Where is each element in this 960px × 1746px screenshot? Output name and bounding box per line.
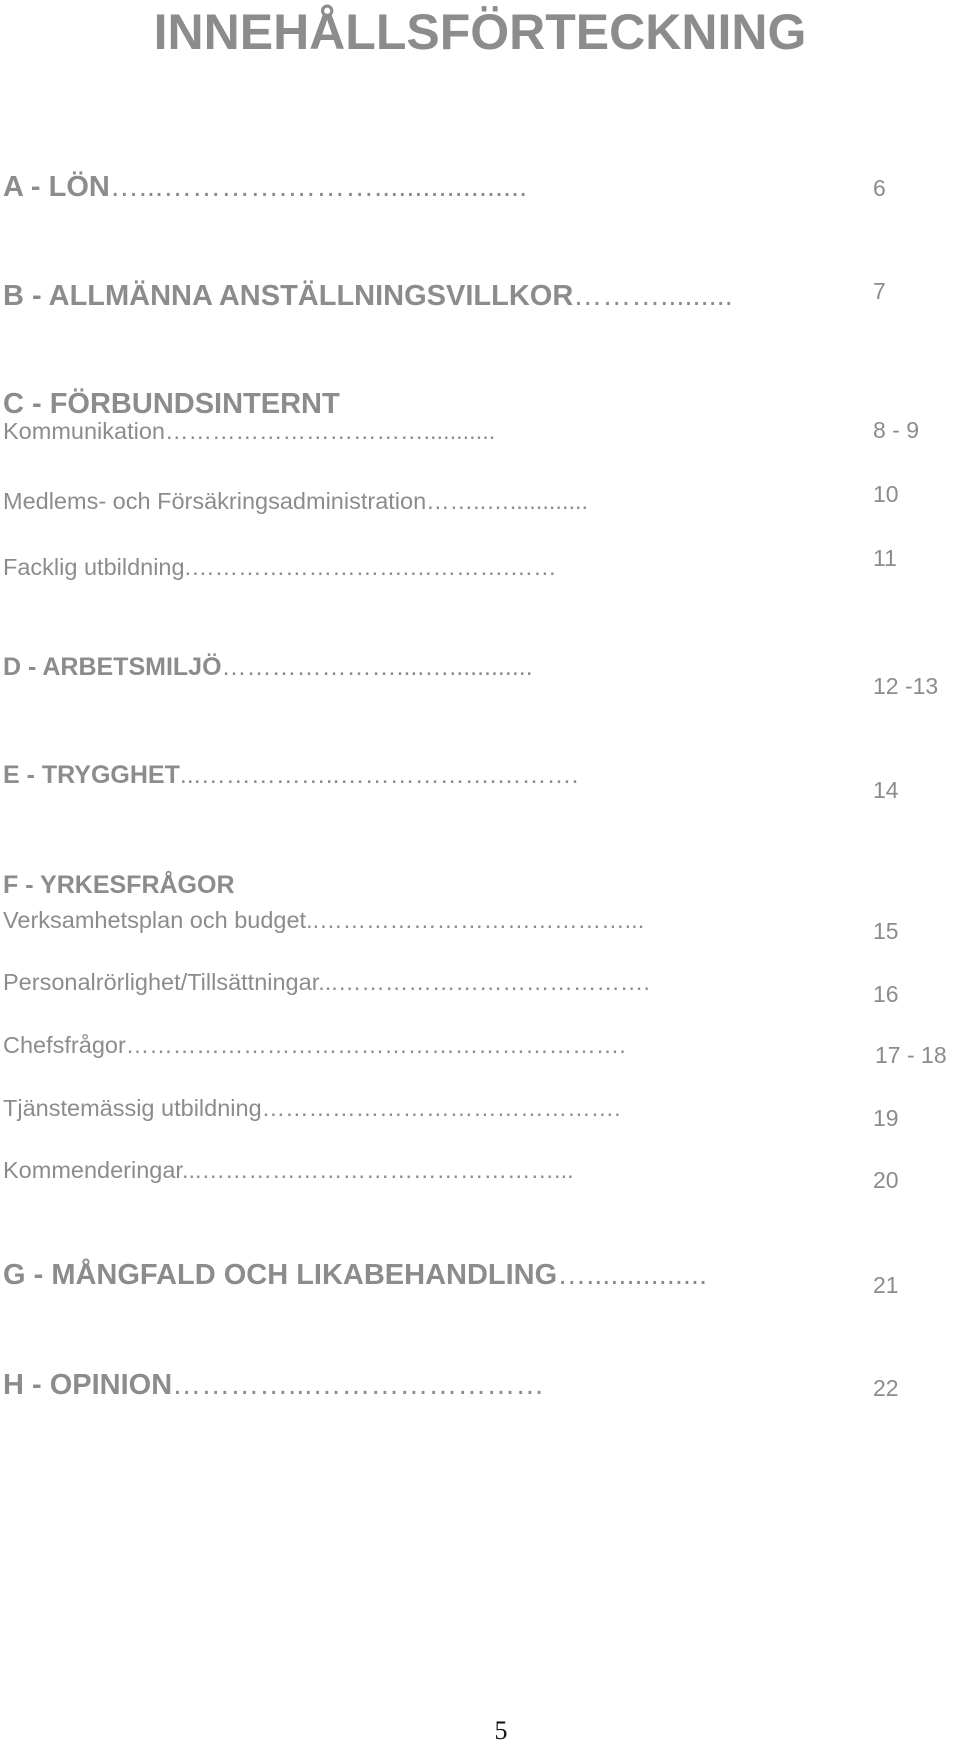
toc-entry-e[interactable] (3, 760, 578, 790)
toc-entry-label: Facklig utbildning. (3, 554, 192, 580)
toc-leader-dots: ……………………………........... (164, 418, 496, 444)
toc-page-number: 14 (873, 777, 899, 803)
toc-entry-kommunikation[interactable] (3, 417, 495, 445)
toc-leader-dots: ...…………………………………. (318, 969, 650, 995)
toc-leader-dots: …………...…………………… (172, 1369, 545, 1401)
toc-page-number: 20 (873, 1167, 899, 1193)
toc-page-number: 15 (873, 918, 899, 944)
toc-entry-personalrorlighet[interactable] (3, 968, 650, 996)
toc-page-number: 21 (873, 1272, 899, 1298)
toc-entry-label: E - TRYGGHET (3, 761, 180, 789)
toc-leader-dots: …...………….………................... (109, 171, 528, 203)
toc-entry-b[interactable] (3, 279, 733, 313)
page-title: INNEHÅLLSFÖRTECKNING (153, 4, 807, 60)
toc-entry-label: Verksamhetsplan och budget (3, 907, 307, 933)
toc-leader-dots: …............... (557, 1259, 708, 1291)
toc-page-number: 10 (873, 481, 899, 507)
toc-page-number: 8 - 9 (873, 417, 920, 443)
toc-entry-a[interactable] (3, 170, 527, 204)
toc-entry-label: Tjänstemässig utbildning (3, 1095, 262, 1121)
toc-entry-medlemsadministration[interactable] (3, 487, 588, 515)
toc-leader-dots: ……………………….………….…… (191, 554, 557, 580)
toc-entry-label: D - ARBETSMILJÖ (3, 653, 222, 681)
toc-leader-dots: ……..…............ (426, 488, 589, 514)
toc-page-number: 16 (873, 981, 899, 1007)
toc-leader-dots: ………......... (573, 280, 733, 312)
toc-leader-dots: ...……………..……………….………. (179, 761, 579, 789)
toc-entry-verksamhetsplan[interactable] (3, 906, 644, 934)
toc-entry-kommenderingar[interactable] (3, 1156, 574, 1184)
toc-section-label: F - YRKESFRÅGOR (3, 871, 235, 899)
toc-section-heading-c (3, 387, 340, 421)
toc-entry-facklig-utbildning[interactable] (3, 553, 557, 581)
toc-page-number: 12 -13 (873, 673, 939, 699)
toc-entry-label: G - MÅNGFALD OCH LIKABEHANDLING (3, 1259, 558, 1291)
toc-page-number: 22 (873, 1375, 899, 1401)
toc-entry-h[interactable] (3, 1368, 544, 1402)
toc-leader-dots: …………………....…............ (221, 653, 533, 681)
toc-page-number: 17 - 18 (875, 1042, 947, 1068)
toc-entry-label: A - LÖN (3, 171, 110, 203)
toc-leader-dots: ...………………………………………... (181, 1157, 574, 1183)
toc-entry-chefsfragor[interactable] (3, 1031, 626, 1059)
toc-entry-label: Medlems- och Försäkringsadministration (3, 488, 427, 514)
toc-leader-dots: ………………………………………. (261, 1095, 621, 1121)
toc-page-number: 7 (873, 278, 886, 304)
toc-entry-label: Chefsfrågor (3, 1032, 126, 1058)
toc-entry-d[interactable] (3, 652, 533, 682)
toc-page-number: 11 (873, 545, 897, 571)
toc-entry-label: Kommunikation (3, 418, 165, 444)
toc-entry-label: H - OPINION (3, 1369, 173, 1401)
toc-entry-label: Kommenderingar (3, 1157, 182, 1183)
footer-page-number: 5 (494, 1716, 508, 1745)
toc-section-heading-f (3, 870, 235, 900)
toc-leader-dots: ..…………………………………... (306, 907, 645, 933)
toc-entry-g[interactable] (3, 1258, 707, 1292)
toc-leader-dots: ………………………………………………………. (125, 1032, 626, 1058)
toc-page-number: 6 (873, 175, 886, 201)
toc-entry-label: B - ALLMÄNNA ANSTÄLLNINGSVILLKOR (3, 280, 574, 312)
toc-entry-tjanstemassig-utbildning[interactable] (3, 1094, 621, 1122)
toc-entry-label: Personalrörlighet/Tillsättningar (3, 969, 319, 995)
toc-section-label: C - FÖRBUNDSINTERNT (3, 388, 340, 420)
toc-page-number: 19 (873, 1105, 899, 1131)
